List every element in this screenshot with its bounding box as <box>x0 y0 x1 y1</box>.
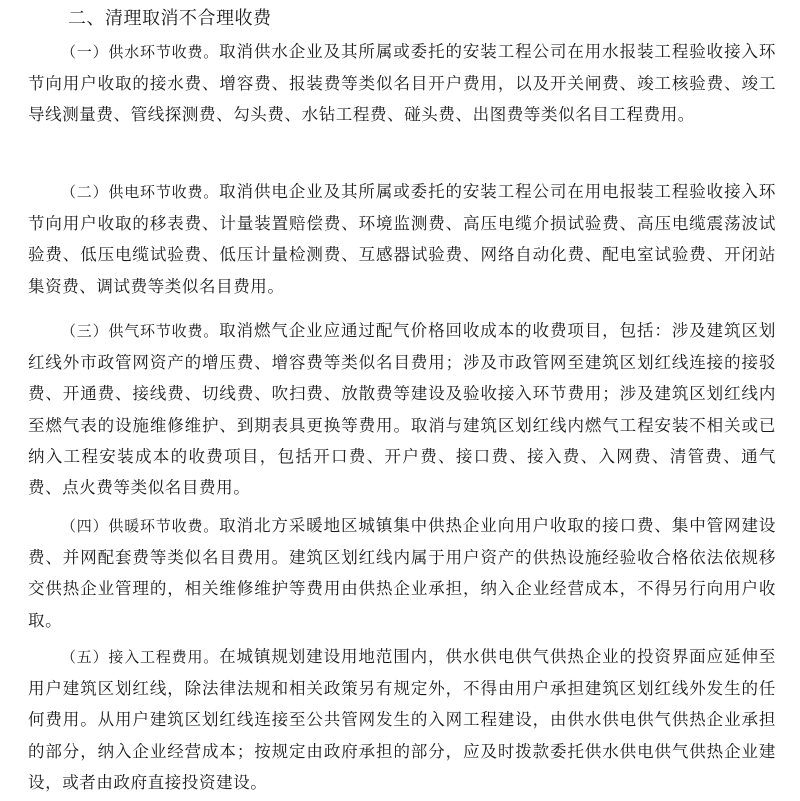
section-heading: 二、清理取消不合理收费 <box>68 8 272 29</box>
paragraph-lead: （二）供电环节收费。 <box>61 183 220 201</box>
paragraph-power-fees <box>28 176 776 302</box>
paragraph-lead: （三）供气环节收费。 <box>61 322 220 340</box>
paragraph-connection-costs <box>28 641 776 798</box>
paragraph-lead: （一）供水环节收费。 <box>61 43 220 61</box>
paragraph-water-fees <box>28 36 776 131</box>
paragraph-lead: （五）接入工程费用。 <box>61 648 220 666</box>
paragraph-body: 取消燃气企业应通过配气价格回收成本的收费项目，包括：涉及建筑区划红线外市政管网资产的增压费、增容费等类似名目费用；涉及市政管网至建筑区划红线连接的接驳费、开通费、接线费、切线费、吹扫费、放散费等建设及验收接入环节费用；涉及建筑区划红线内至燃气表的设施维修维护、到期表具更换等费用。取消与建筑区划红线内燃气工程安装不相关或已纳入工程安装成本的收费项目，包括开口费、开户费、接口费、接入费、入网费、清管费、通气费、点火费等类似名目费用。 <box>28 321 776 498</box>
paragraph-body: 取消北方采暖地区城镇集中供热企业向用户收取的接口费、集中管网建设费、并网配套费等类似名目费用。建筑区划红线内属于用户资产的供热设施经验收合格依法依规移交供热企业管理的，相关维修维护等费用由供热企业承担，纳入企业经营成本，不得另行向用户收取。 <box>28 516 776 630</box>
paragraph-body: 取消供水企业及其所属或委托的安装工程公司在用水报装工程验收接入环节向用户收取的接水费、增容费、报装费等类似名目开户费用，以及开关闸费、竣工核验费、竣工导线测量费、管线探测费、勾头费、水钻工程费、碰头费、出图费等类似名目工程费用。 <box>28 42 776 125</box>
paragraph-lead: （四）供暖环节收费。 <box>61 517 220 535</box>
paragraph-heating-fees <box>28 510 776 636</box>
paragraph-body: 在城镇规划建设用地范围内，供水供电供气供热企业的投资界面应延伸至用户建筑区划红线，除法律法规和相关政策另有规定外，不得由用户承担建筑区划红线外发生的任何费用。从用户建筑区划红线连接至公共管网发生的入网工程建设，由供水供电供气供热企业承担的部分，纳入企业经营成本；按规定由政府承担的部分，应及时拨款委托供水供电供气供热企业建设，或者由政府直接投资建设。 <box>28 647 776 792</box>
paragraph-gas-fees <box>28 315 776 503</box>
paragraph-body: 取消供电企业及其所属或委托的安装工程公司在用电报装工程验收接入环节向用户收取的移表费、计量装置赔偿费、环境监测费、高压电缆介损试验费、高压电缆震荡波试验费、低压电缆试验费、低压计量检测费、互感器试验费、网络自动化费、配电室试验费、开闭站集资费、调试费等类似名目费用。 <box>28 182 776 296</box>
